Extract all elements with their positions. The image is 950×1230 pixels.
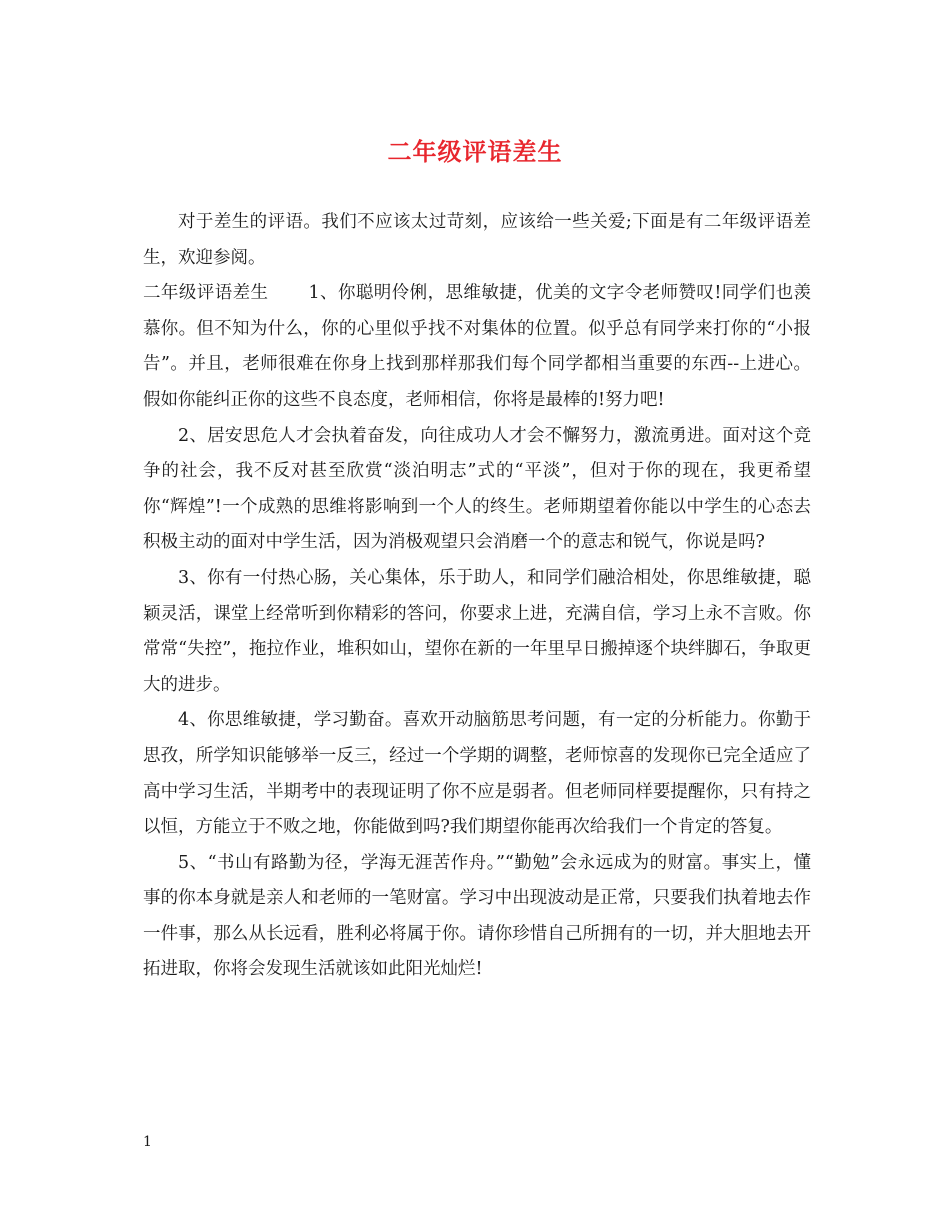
paragraph-1-text: 1、你聪明伶俐，思维敏捷，优美的文字令老师赞叹!同学们也羡慕你。但不知为什么，你的心里似乎找不对集体的位置。似乎总有同学来打你的“小报告”。并且，老师很难在你身上找到那样那我们每个同学都相当重要的东西--上进心。假如你能纠正你的这些不良态度，老师相信，你将是最棒的!努力吧! <box>143 283 811 410</box>
intro-paragraph: 对于差生的评语。我们不应该太过苛刻，应该给一些关爱;下面是有二年级评语差生，欢迎参阅。 <box>143 212 811 268</box>
paragraph-2: 2、居安思危人才会执着奋发，向往成功人才会不懈努力，激流勇进。面对这个竞争的社会，我不反对甚至欣赏“淡泊明志”式的“平淡”，但对于你的现在，我更希望你“辉煌”!一个成熟的思维将影响到一个人的终生。老师期望着你能以中学生的心态去积极主动的面对中学生活，因为消极观望只会消磨一个的意志和锐气，你说是吗? <box>143 425 811 553</box>
paragraph-5: 5、“书山有路勤为径，学海无涯苦作舟。”“勤勉”会永远成为的财富。事实上，懂事的你本身就是亲人和老师的一笔财富。学习中出现波动是正常，只要我们执着地去作一件事，那么从长远看，胜利必将属于你。请你珍惜自己所拥有的一切，并大胆地去开拓进取，你将会发现生活就该如此阳光灿烂! <box>143 852 811 980</box>
paragraph-4: 4、你思维敏捷，学习勤奋。喜欢开动脑筋思考问题，有一定的分析能力。你勤于思孜，所学知识能够举一反三，经过一个学期的调整，老师惊喜的发现你已完全适应了高中学习生活，半期考中的表现证明了你不应是弱者。但老师同样要提醒你，只有持之以恒，方能立于不败之地，你能做到吗?我们期望你能再次给我们一个肯定的答复。 <box>143 710 811 838</box>
paragraph-1 <box>143 276 811 418</box>
document-title: 二年级评语差生 <box>387 137 563 166</box>
page-number: 1 <box>143 1134 152 1150</box>
paragraph-3: 3、你有一付热心肠，关心集体，乐于助人，和同学们融洽相处，你思维敏捷，聪颖灵活，课堂上经常听到你精彩的答问，你要求上进，充满自信，学习上永不言败。你常常“失控”，拖拉作业，堆积如山，望你在新的一年里早日搬掉逐个块绊脚石，争取更大的进步。 <box>143 567 811 695</box>
document-body <box>143 205 811 988</box>
section-label: 二年级评语差生 <box>143 283 269 304</box>
